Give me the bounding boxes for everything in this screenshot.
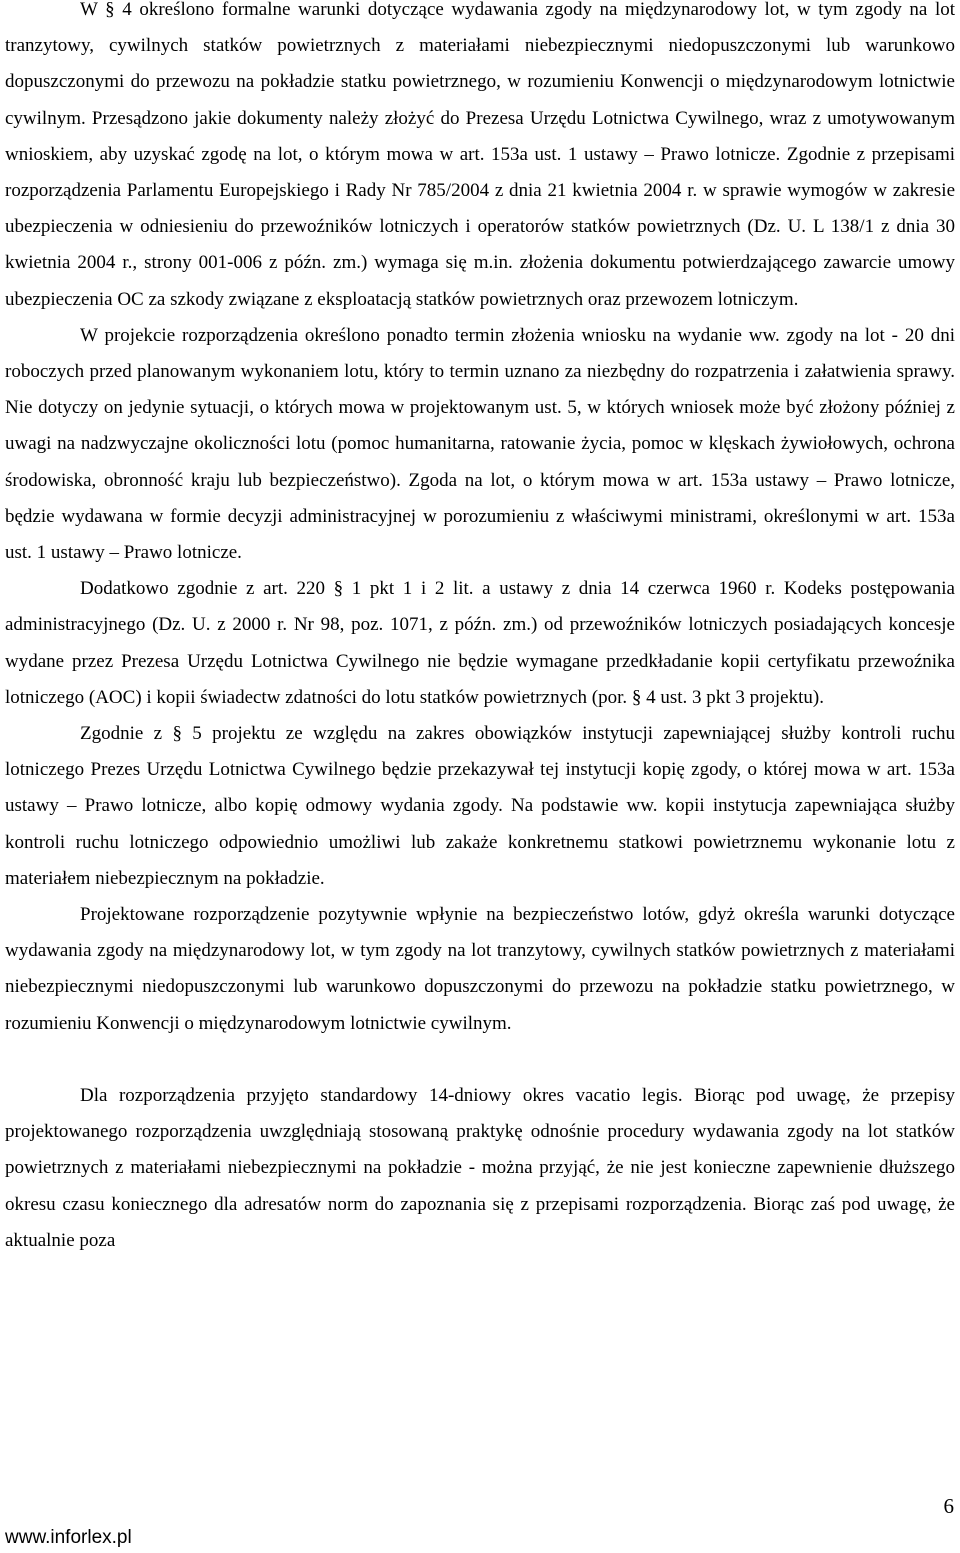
footer-website: www.inforlex.pl (5, 1527, 132, 1548)
page-number: 6 (943, 1494, 954, 1518)
paragraph-additional-requirements: Dodatkowo zgodnie z art. 220 § 1 pkt 1 i 2 lit. a ustawy z dnia 14 czerwca 1960 r. Kodeks postępowania administracyjnego (Dz. U. z 2000 r. Nr 98, poz. 1071, z późn. zm.) od przewoźników lotniczych posiadających koncesje wydane przez Prezesa Urzędu Lotnictwa Cywilnego nie będzie wymagane przedkładanie kopii certyfikatu przewoźnika lotniczego (AOC) i kopii świadectw zdatności do lotu statków powietrznych (por. § 4 ust. 3 pkt 3 projektu). (5, 578, 955, 708)
paragraph-safety-impact: Projektowane rozporządzenie pozytywnie wpłynie na bezpieczeństwo lotów, gdyż określa warunki dotyczące wydawania zgody na międzynarodowy lot, w tym zgody na lot tranzytowy, cywilnych statków powietrznych z materiałami niebezpiecznymi niedopuszczonymi lub warunkowo dopuszczonymi do przewozu na pokładzie statku powietrznego, w rozumieniu Konwencji o międzynarodowym lotnictwie cywilnym. (5, 904, 955, 1034)
paragraph-application-deadline: W projekcie rozporządzenia określono ponadto termin złożenia wniosku na wydanie ww. zgody na lot - 20 dni roboczych przed planowanym wykonaniem lotu, który to termin uznano za niezbędny do rozpatrzenia i załatwienia sprawy. Nie dotyczy on jedynie sytuacji, o których mowa w projektowanym ust. 5, w których wniosek może być złożony później z uwagi na nadzwyczajne okoliczności lotu (pomoc humanitarna, ratowanie życia, pomoc w klęskach żywiołowych, ochrona środowiska, obronność kraju lub bezpieczeństwo). Zgoda na lot, o którym mowa w art. 153a ustawy – Prawo lotnicze, będzie wydawana w formie decyzji administracyjnej w porozumieniu z właściwymi ministrami, określonymi w art. 153a ust. 1 ustawy – Prawo lotnicze. (5, 324, 955, 564)
document-body (5, 0, 955, 1259)
paragraph-article-5: Zgodnie z § 5 projektu ze względu na zakres obowiązków instytucji zapewniającej służby kontroli ruchu lotniczego Prezes Urzędu Lotnictwa Cywilnego będzie przekazywał tej instytucji kopię zgody, o której mowa w art. 153a ustawy – Prawo lotnicze, albo kopię odmowy wydania zgody. Na podstawie ww. kopii instytucja zapewniająca służby kontroli ruchu lotniczego odpowiednio umożliwi lub zakaże konkretnemu statkowi powietrznemu wykonanie lotu z materiałem niebezpiecznym na pokładzie. (5, 723, 955, 889)
paragraph-vacatio-legis: Dla rozporządzenia przyjęto standardowy 14-dniowy okres vacatio legis. Biorąc pod uwagę, że przepisy projektowanego rozporządzenia uwzględniają stosowaną praktykę odnośnie procedury wydawania zgody na lot statków powietrznych z materiałami niebezpiecznymi na pokładzie - można przyjąć, że nie jest konieczne zapewnienie dłuższego okresu czasu koniecznego dla adresatów norm do zapoznania się z przepisami rozporządzenia. Biorąc zaś pod uwagę, że aktualnie poza (5, 1084, 955, 1251)
paragraph-article-4: W § 4 określono formalne warunki dotyczące wydawania zgody na międzynarodowy lot, w tym zgody na lot tranzytowy, cywilnych statków powietrznych z materiałami niebezpiecznymi niedopuszczonymi lub warunkowo dopuszczonymi do przewozu na pokładzie statku powietrznego, w rozumieniu Konwencji o międzynarodowym lotnictwie cywilnym. Przesądzono jakie dokumenty należy złożyć do Prezesa Urzędu Lotnictwa Cywilnego, wraz z umotywowanym wnioskiem, aby uzyskać zgodę na lot, o którym mowa w art. 153a ust. 1 ustawy – Prawo lotnicze. Zgodnie z przepisami rozporządzenia Parlamentu Europejskiego i Rady Nr 785/2004 z dnia 21 kwietnia 2004 r. w sprawie wymogów w zakresie ubezpieczenia w odniesieniu do przewoźników lotniczych i operatorów statków powietrznych (Dz. U. L 138/1 z dnia 30 kwietnia 2004 r., strony 001-006 z późn. zm.) wymaga się m.in. złożenia dokumentu potwierdzającego zawarcie umowy ubezpieczenia OC za szkody związane z eksploatacją statków powietrznych oraz przewozem lotniczym. (5, 0, 955, 310)
